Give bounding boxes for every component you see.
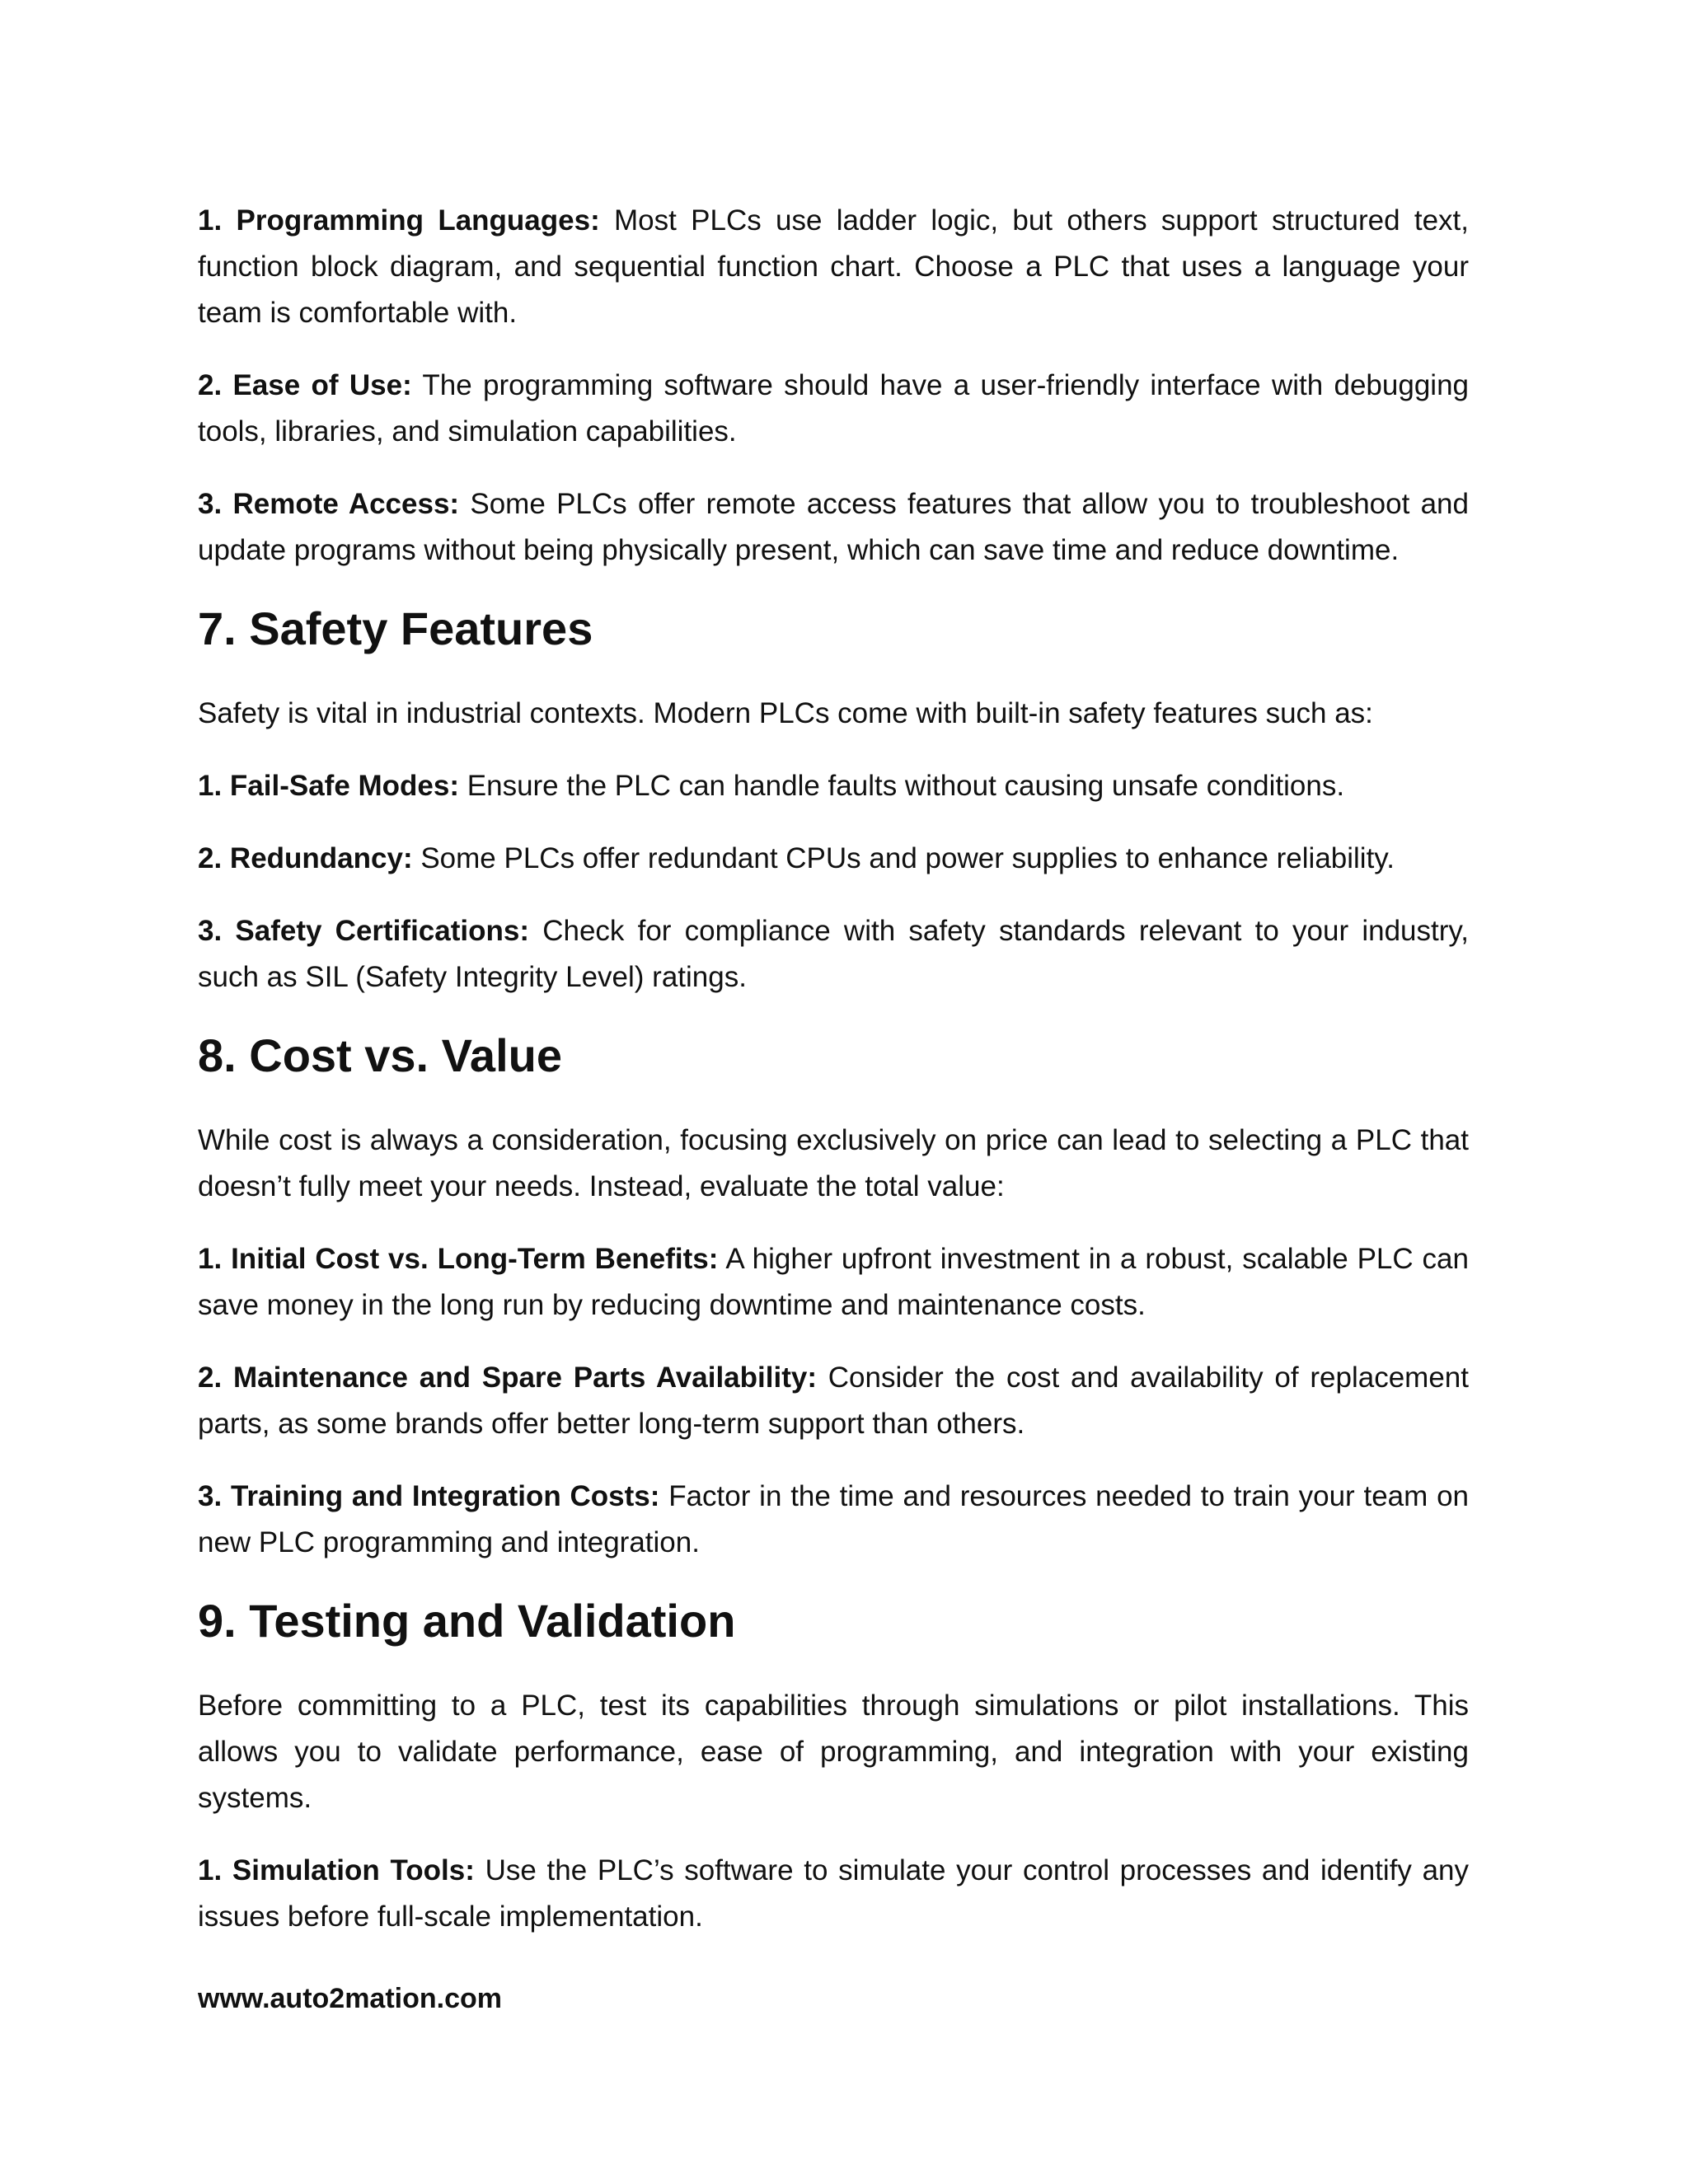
- item-label: 1. Programming Languages:: [198, 204, 600, 237]
- list-item: [198, 763, 1469, 809]
- item-text: Check for compliance with safety standards relevant to your industry, such as SIL (Safety Integrity Level) ratings.: [198, 915, 1470, 993]
- item-text: Some PLCs offer redundant CPUs and power supplies to enhance reliability.: [412, 842, 1395, 874]
- list-item: [198, 1236, 1469, 1329]
- item-label: 3. Safety Certifications:: [198, 915, 529, 947]
- item-text: Ensure the PLC can handle faults without causing unsafe conditions.: [459, 770, 1345, 802]
- item-label: 1. Simulation Tools:: [198, 1854, 475, 1886]
- list-item: [198, 1355, 1469, 1447]
- list-item: [198, 198, 1469, 336]
- list-item: [198, 1474, 1469, 1566]
- list-item: [198, 836, 1469, 882]
- item-label: 1. Fail-Safe Modes:: [198, 770, 460, 802]
- item-label: 1. Initial Cost vs. Long-Term Benefits:: [198, 1243, 719, 1275]
- list-item: [198, 908, 1469, 1001]
- item-text: Most PLCs use ladder logic, but others support structured text, function block diagram, and sequential function chart. Choose a PLC that uses a language your team is comfortable with.: [198, 204, 1469, 329]
- item-text: Use the PLC’s software to simulate your control processes and identify any issues before full-scale implementation.: [198, 1854, 1470, 1933]
- footer-website: www.auto2mation.com: [198, 1983, 503, 2014]
- paragraph: Before committing to a PLC, test its capabilities through simulations or pilot installations. This allows you to validate performance, ease of programming, and integration with your existing systems.: [198, 1690, 1469, 1814]
- item-label: 2. Redundancy:: [198, 842, 413, 874]
- item-text: Some PLCs offer remote access features that allow you to troubleshoot and update programs without being physically present, which can save time and reduce downtime.: [198, 488, 1469, 566]
- item-label: 3. Training and Integration Costs:: [198, 1480, 660, 1512]
- item-label: 2. Ease of Use:: [198, 369, 412, 401]
- item-text: Factor in the time and resources needed to train your team on new PLC programming and integration.: [198, 1480, 1470, 1558]
- list-item: [198, 481, 1469, 574]
- section-heading-testing-and-validation: 9. Testing and Validation: [198, 1595, 736, 1647]
- section-heading-cost-vs-value: 8. Cost vs. Value: [198, 1029, 562, 1081]
- paragraph: While cost is always a consideration, focusing exclusively on price can lead to selecting a PLC that doesn’t fully meet your needs. Instead, evaluate the total value:: [198, 1124, 1469, 1202]
- item-text: A higher upfront investment in a robust, scalable PLC can save money in the long run by reducing downtime and maintenance costs.: [198, 1243, 1469, 1321]
- item-label: 3. Remote Access:: [198, 488, 460, 520]
- list-item: [198, 363, 1469, 455]
- list-item: [198, 1848, 1469, 1940]
- item-text: The programming software should have a user-friendly interface with debugging tools, libraries, and simulation capabilities.: [198, 369, 1469, 448]
- paragraph: Safety is vital in industrial contexts. Modern PLCs come with built-in safety features such as:: [198, 697, 1373, 729]
- section-heading-safety-features: 7. Safety Features: [198, 602, 593, 654]
- document-body: [198, 198, 1469, 1966]
- item-text: Consider the cost and availability of replacement parts, as some brands offer better long-term support than others.: [198, 1361, 1469, 1440]
- item-label: 2. Maintenance and Spare Parts Availability:: [198, 1361, 817, 1394]
